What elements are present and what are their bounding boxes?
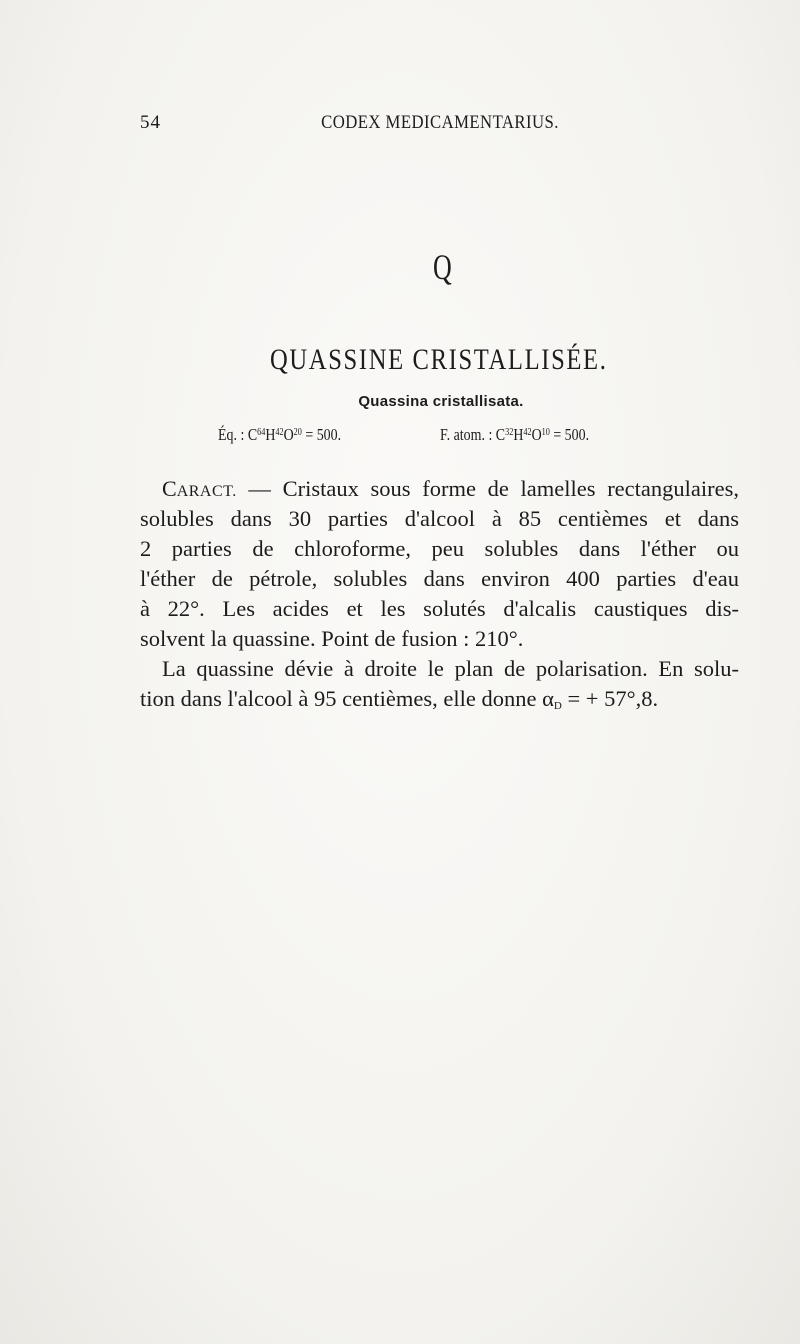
equivalent-formula [218, 425, 341, 445]
rotation-symbol: α [542, 686, 554, 711]
eq-oxygen-count: 20 [293, 427, 302, 438]
body-line: à 22°. Les acides et les solutés d'alcalis caustiques dis- [140, 596, 739, 621]
atom-carbon: C [495, 425, 506, 444]
body-line-text: La quassine dévie à droite le plan de polarisation. En solu- [162, 656, 739, 681]
body-line [140, 654, 739, 684]
body-line [140, 474, 739, 504]
eq-value: = 500. [301, 425, 342, 444]
atomic-formula [440, 425, 589, 445]
eq-hydrogen-count: 42 [275, 427, 284, 438]
caract-label-rest: ARACT. [176, 483, 237, 500]
eq-carbon: C [247, 425, 258, 444]
entry-body [140, 474, 739, 714]
eq-label: Éq. : [218, 425, 248, 444]
body-line-text: tion dans l'alcool à 95 centièmes, elle donne [140, 686, 543, 711]
page-number: 54 [140, 112, 161, 133]
eq-hydrogen: H [265, 425, 276, 444]
body-line: 2 parties de chloroforme, peu solubles dans l'éther ou [140, 536, 739, 561]
body-line [140, 684, 739, 714]
rotation-subscript: D [553, 700, 562, 712]
body-line: solvent la quassine. Point de fusion : 210°. [140, 626, 524, 651]
atom-value: = 500. [549, 425, 590, 444]
eq-carbon-count: 64 [257, 427, 266, 438]
atom-oxygen-count: 10 [541, 427, 550, 438]
eq-oxygen: O [283, 425, 294, 444]
section-letter: Q [433, 247, 452, 287]
running-title: CODEX MEDICAMENTARIUS. [321, 112, 559, 133]
body-line-text: — Cristaux sous forme de lamelles rectangulaires, [236, 476, 739, 501]
formula-line [218, 425, 738, 449]
latin-name: Quassina cristallisata. [358, 393, 524, 410]
atom-carbon-count: 32 [505, 427, 514, 438]
running-head [140, 112, 740, 136]
rotation-value: = + 57°,8. [561, 686, 659, 711]
body-line: l'éther de pétrole, solubles dans environ 400 parties d'eau [140, 566, 739, 591]
entry-title: QUASSINE CRISTALLISÉE. [270, 343, 608, 376]
body-line: solubles dans 30 parties d'alcool à 85 centièmes et dans [140, 506, 739, 531]
atom-hydrogen: H [513, 425, 524, 444]
caract-label-initial: C [162, 476, 177, 501]
atom-label: F. atom. : [440, 425, 496, 444]
atom-hydrogen-count: 42 [523, 427, 532, 438]
atom-oxygen: O [531, 425, 542, 444]
